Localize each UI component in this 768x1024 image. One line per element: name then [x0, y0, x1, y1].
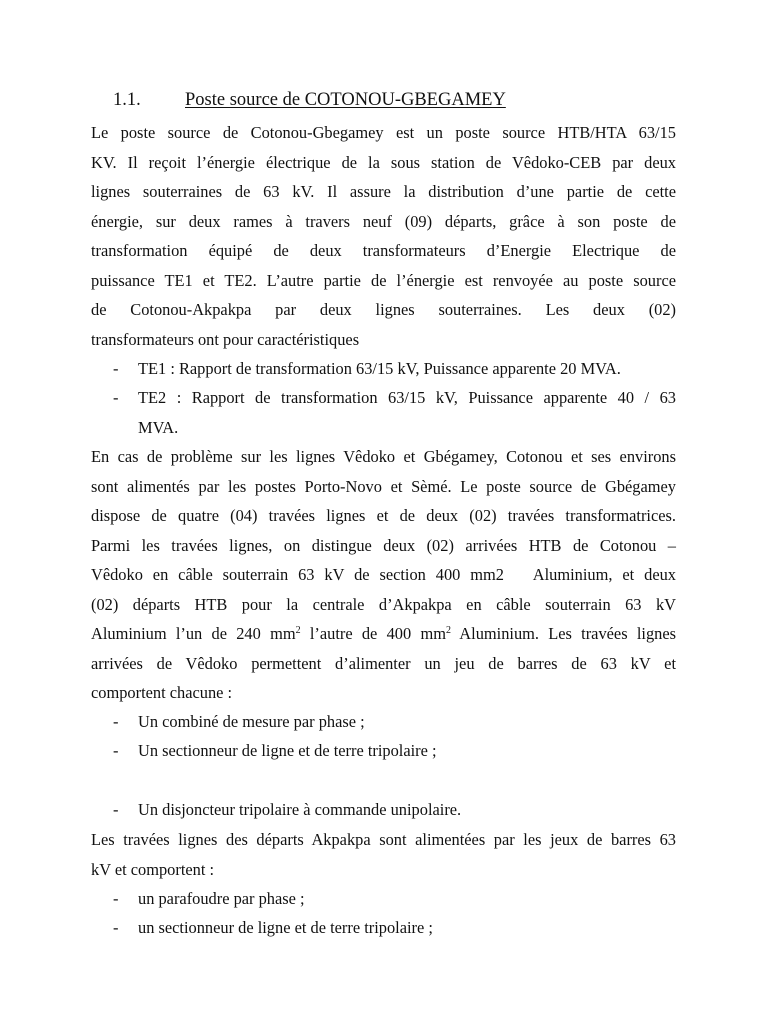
- list-item-text: un sectionneur de ligne et de terre tripolaire ;: [138, 918, 433, 937]
- paragraph-line: puissance TE1 et TE2. L’autre partie de l’énergie est renvoyée au poste source: [91, 270, 676, 290]
- bullet-dash: -: [113, 918, 119, 937]
- intro-paragraph: [91, 118, 676, 354]
- bullet-dash: -: [113, 889, 119, 908]
- paragraph-line: transformation équipé de deux transformateurs d’Energie Electrique de: [91, 241, 676, 260]
- paragraph-line: arrivées de Vêdoko permettent d’alimenter un jeu de barres de 63 kV et: [91, 653, 676, 673]
- paragraph-line: KV. Il reçoit l’énergie électrique de la sous station de Vêdoko-CEB par deux: [91, 152, 676, 172]
- paragraph-line: énergie, sur deux rames à travers neuf (09) départs, grâce à son poste de: [91, 211, 676, 231]
- bullet-dash: -: [113, 388, 119, 407]
- paragraph-line: sont alimentés par les postes Porto-Novo et Sèmé. Le poste source de Gbégamey: [91, 476, 676, 496]
- paragraph-line: de Cotonou-Akpakpa par deux lignes souterraines. Les deux (02): [91, 300, 676, 319]
- paragraph-line: transformateurs ont pour caractéristiques: [91, 329, 360, 349]
- list-item-text: un parafoudre par phase ;: [138, 889, 305, 908]
- paragraph-line: Le poste source de Cotonou-Gbegamey est un poste source HTB/HTA 63/15: [91, 123, 676, 142]
- paragraph-line: Les travées lignes des départs Akpakpa sont alimentées par les jeux de barres 63: [91, 830, 676, 849]
- section-number: 1.1.: [113, 90, 141, 110]
- paragraph-line: Parmi les travées lignes, on distingue deux (02) arrivées HTB de Cotonou –: [91, 535, 676, 555]
- paragraph-line: kV et comportent :: [91, 859, 215, 879]
- list-item-text: TE1 : Rapport de transformation 63/15 kV, Puissance apparente 20 MVA.: [138, 359, 621, 378]
- paragraph-line: En cas de problème sur les lignes Vêdoko et Gbégamey, Cotonou et ses environs: [91, 447, 676, 466]
- bullet-dash: -: [113, 800, 119, 819]
- bullet-dash: -: [113, 741, 119, 760]
- paragraph-line: comportent chacune :: [91, 683, 233, 702]
- list-item-text: Un disjoncteur tripolaire à commande unipolaire.: [138, 800, 462, 819]
- section-heading: [113, 88, 506, 112]
- list-item-text: Un sectionneur de ligne et de terre tripolaire ;: [138, 741, 437, 760]
- paragraph-2: [91, 442, 676, 708]
- bullet-dash: -: [113, 359, 119, 378]
- list-item-text: Un combiné de mesure par phase ;: [138, 712, 365, 731]
- paragraph-line: dispose de quatre (04) travées lignes et de deux (02) travées transformatrices.: [91, 506, 676, 525]
- paragraph-line: Aluminium l’un de 240 $mm^2$ l’autre de 400 $mm^2$ Aluminium. Les travées lignes: [91, 624, 676, 643]
- paragraph-line: Vêdoko en câble souterrain 63 kV de section 400 mm2 Aluminium, et deux: [91, 565, 676, 584]
- list-item-text: TE2 : Rapport de transformation 63/15 kV, Puissance apparente 40 / 63 MVA.: [138, 388, 676, 437]
- paragraph-3: [91, 825, 676, 884]
- bullet-dash: -: [113, 712, 119, 731]
- section-title: Poste source de COTONOU-GBEGAMEY: [185, 90, 506, 110]
- paragraph-line: lignes souterraines de 63 kV. Il assure la distribution d’une partie de cette: [91, 182, 676, 201]
- paragraph-line: (02) départs HTB pour la centrale d’Akpakpa en câble souterrain 63 kV: [91, 594, 676, 614]
